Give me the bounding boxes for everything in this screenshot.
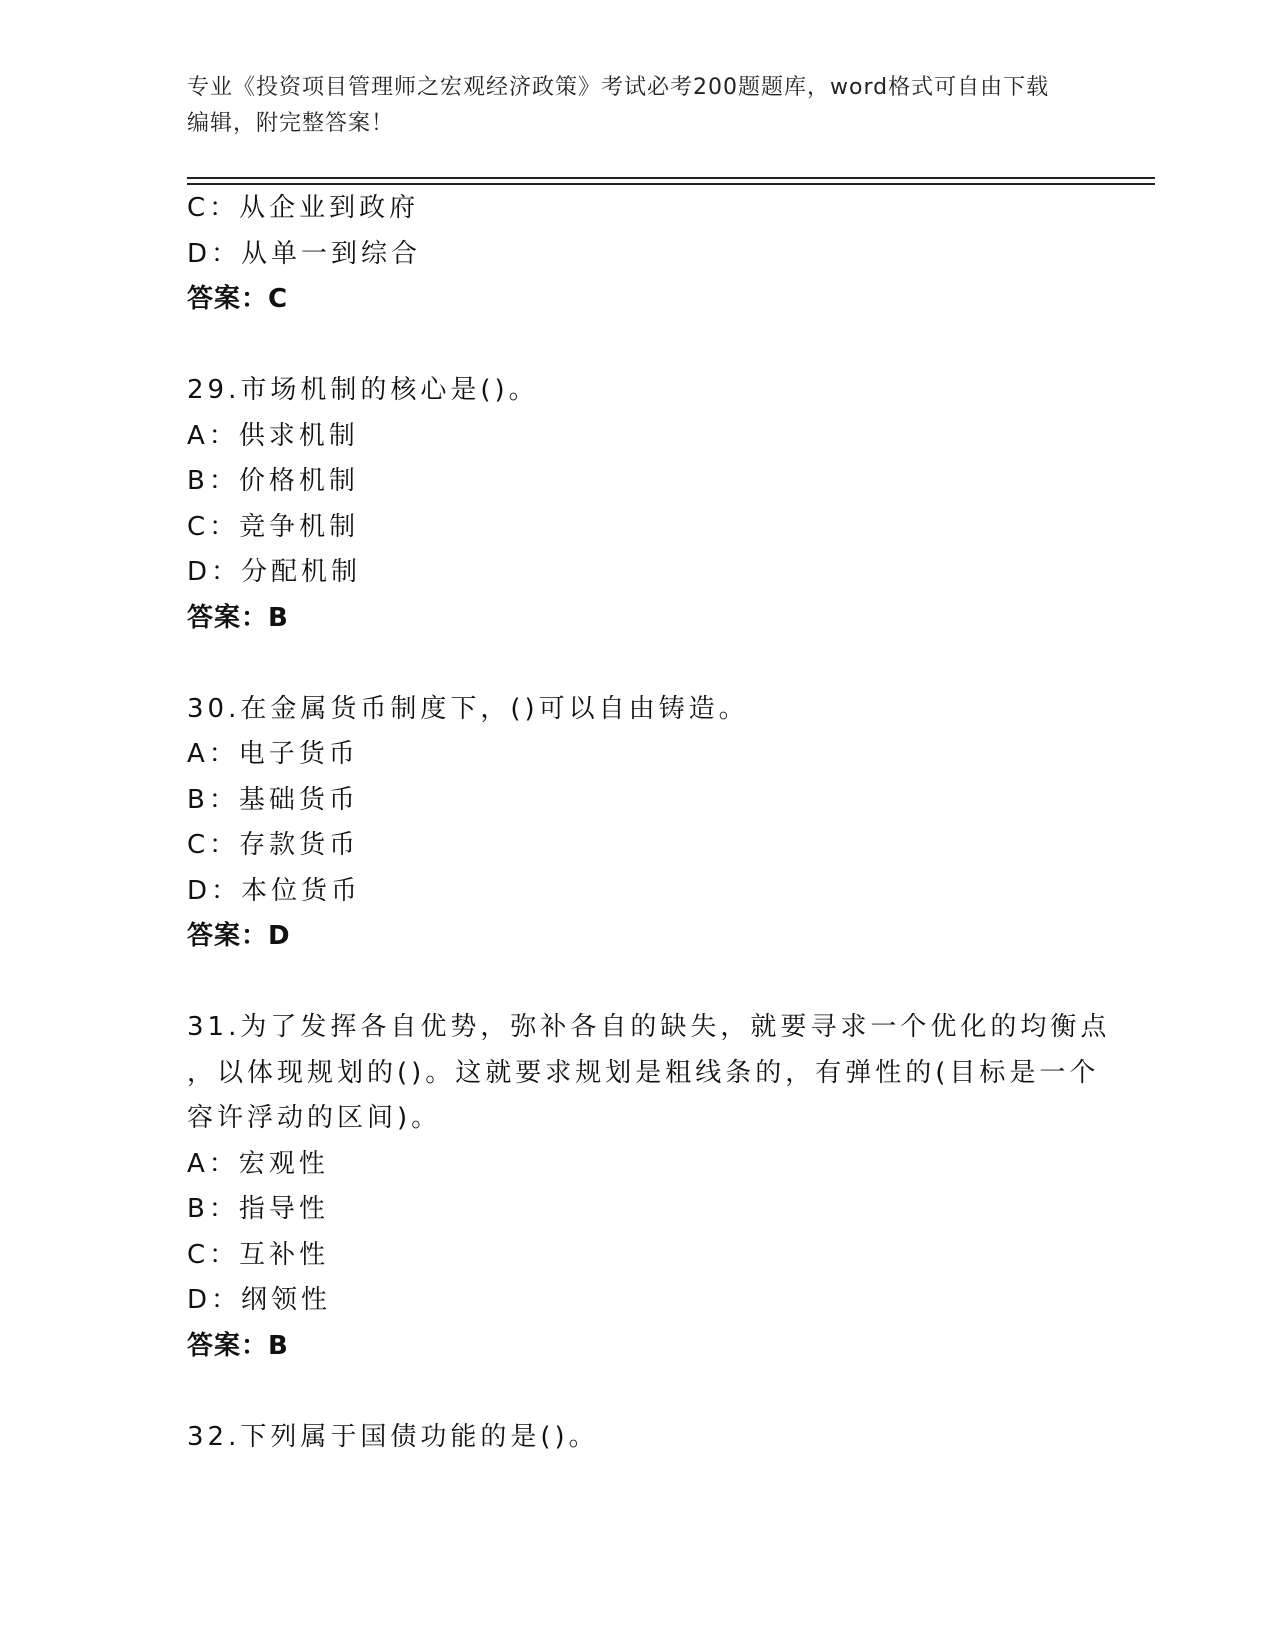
question-stem: 30.在金属货币制度下，()可以自由铸造。 (187, 693, 749, 724)
question-30 (187, 687, 1087, 960)
header-divider-top (187, 177, 1155, 179)
option-c: C：竞争机制 (187, 511, 360, 542)
option-d: D：分配机制 (187, 557, 362, 587)
question-stem-line-1: 31.为了发挥各自优势，弥补各自的缺失，就要寻求一个优化的均衡点 (187, 1012, 1111, 1042)
option-a: A：宏观性 (187, 1148, 329, 1179)
header-divider-bottom (187, 183, 1155, 185)
option-b: B：基础货币 (187, 784, 359, 815)
question-stem-line-3: 容许浮动的区间)。 (187, 1103, 442, 1133)
question-stem: 29.市场机制的核心是()。 (187, 375, 539, 405)
answer: 答案：B (187, 1330, 289, 1361)
question-list (187, 186, 1111, 1460)
option-d: D：纲领性 (187, 1285, 332, 1315)
option-b: B：指导性 (187, 1194, 329, 1224)
question-29 (187, 368, 1087, 641)
option-c: C：从企业到政府 (187, 193, 420, 223)
question-31 (187, 1005, 1111, 1369)
answer: 答案：D (187, 921, 291, 951)
option-c: C：存款货币 (187, 830, 360, 860)
option-a: A：电子货币 (187, 739, 359, 769)
question-28-continued (187, 186, 1087, 323)
header-title: 专业《投资项目管理师之宏观经济政策》考试必考200题题库，word格式可自由下载编辑，附完整答案！ (187, 75, 1050, 136)
option-a: A：供求机制 (187, 420, 359, 451)
option-b: B：价格机制 (187, 466, 359, 496)
spacer (187, 323, 1087, 369)
spacer (187, 641, 1087, 687)
question-32 (187, 1415, 1087, 1461)
answer: 答案：C (187, 284, 289, 314)
spacer (187, 960, 1087, 1006)
question-stem: 32.下列属于国债功能的是()。 (187, 1421, 599, 1452)
document-header (187, 70, 1067, 142)
spacer (187, 1369, 1087, 1415)
option-c: C：互补性 (187, 1239, 330, 1270)
option-d: D：本位货币 (187, 875, 362, 906)
option-d: D：从单一到综合 (187, 238, 422, 269)
question-stem-line-2: ，以体现规划的()。这就要求规划是粗线条的，有弹性的(目标是一个 (187, 1057, 1100, 1088)
answer: 答案：B (187, 602, 289, 633)
